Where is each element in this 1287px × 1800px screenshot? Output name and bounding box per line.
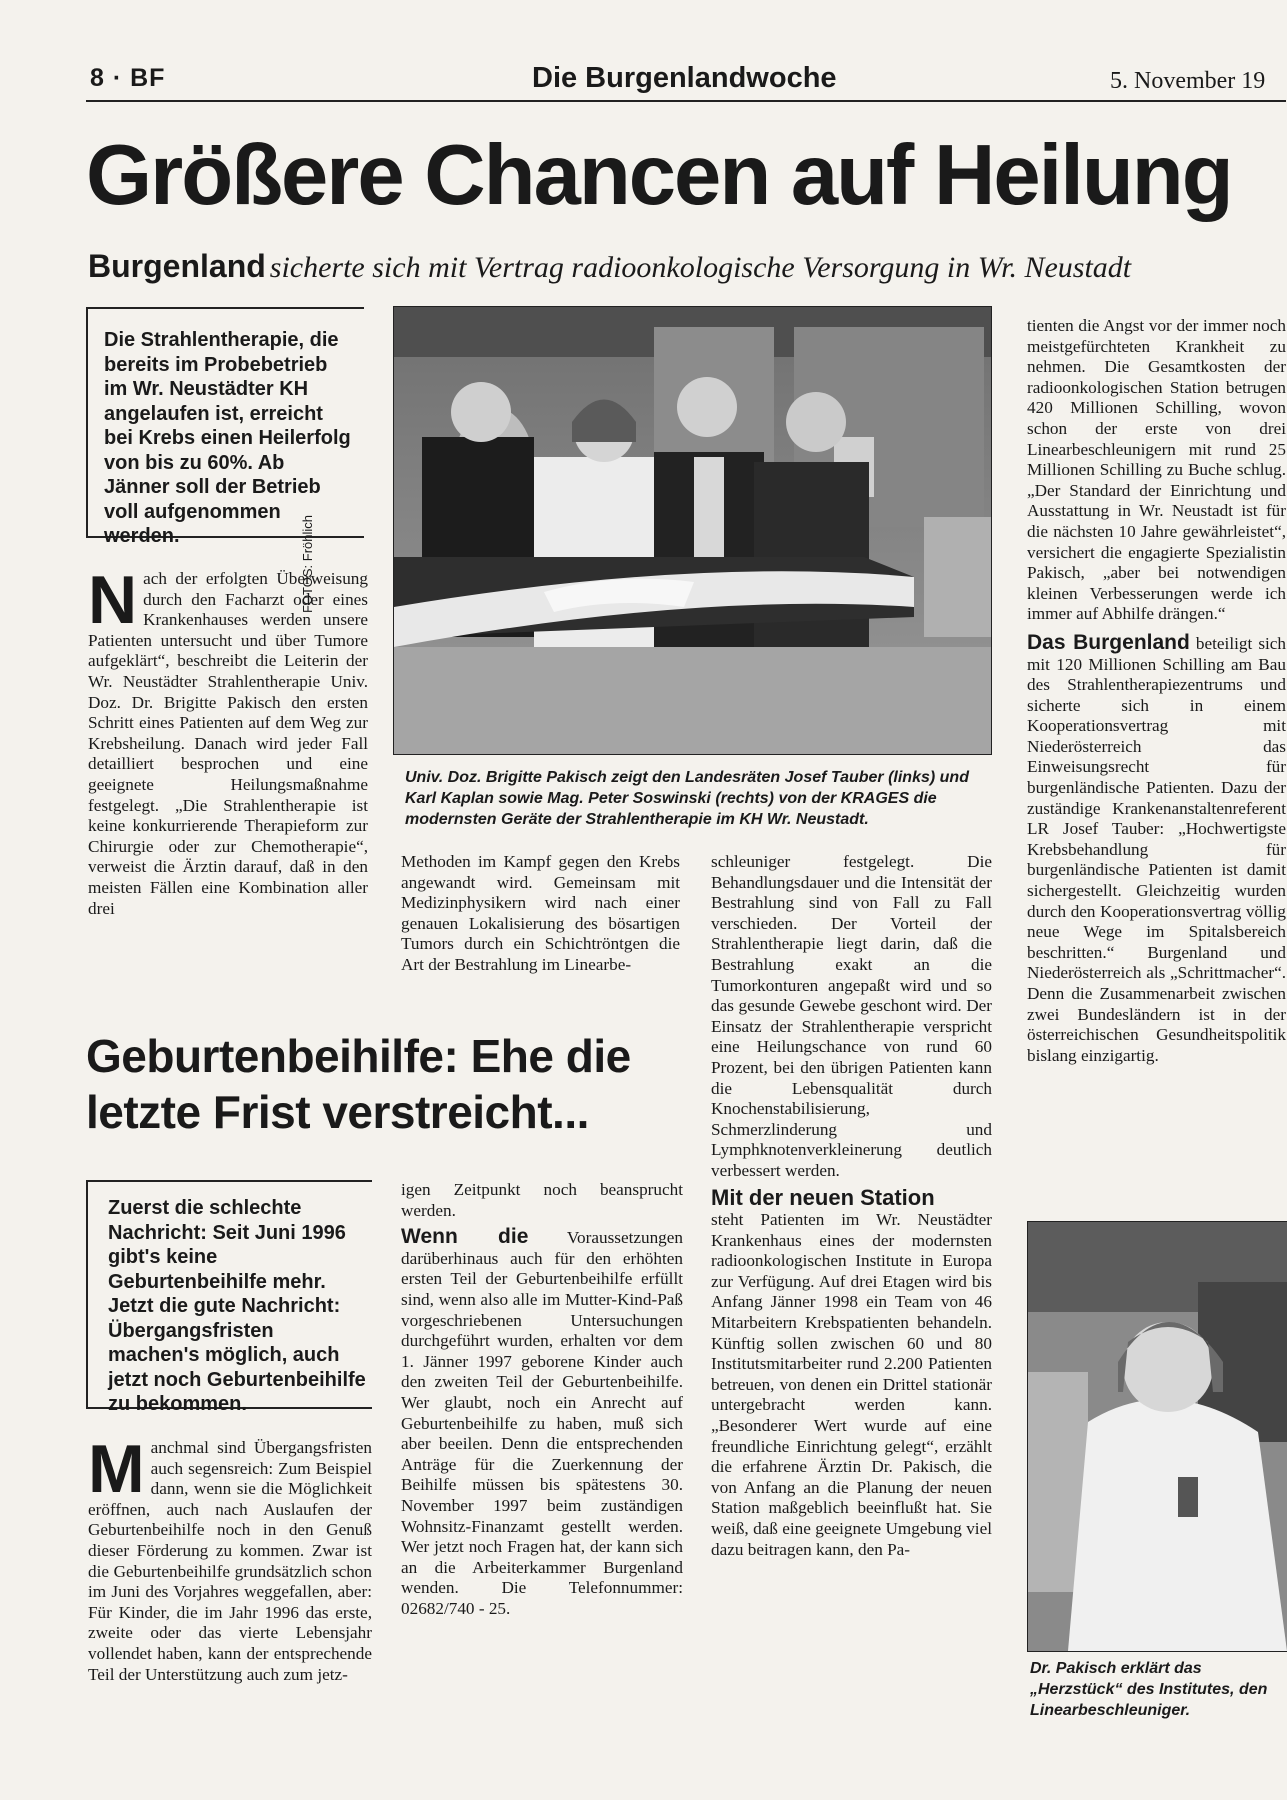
page-number: 8 · BF: [90, 64, 166, 92]
body-text: beteiligt sich mit 120 Millionen Schilling am Bau des Strahlentherapiezentrums und sicherte sich in einem Kooperationsvertrag mit Niederösterreich das Einweisungsrecht für burgenländische Patienten. Dazu der zuständige Krankenanstaltenreferent LR Josef Tauber: „Hochwertigste Krebsbehandlung für burgenländische Patienten ist damit sichergestellt. Gleichzeitig wurden durch den Kooperationsvertrag völlig neue Wege im Spitalsbereich beschritten.“ Burgenland und Niederösterreich als „Schrittmacher“. Denn die Zusammenarbeit zwischen zwei Bundesländern ist in der österreichischen Gesundheitspolitik bislang einzigartig.: [1027, 633, 1286, 1065]
photo2-caption: Dr. Pakisch erklärt das „Herzstück“ des Institutes, den Linearbeschleuniger.: [1030, 1660, 1268, 1719]
article1-column-4: [1027, 316, 1286, 1198]
body-text: ach der erfolgten Überweisung durch den Facharzt oder eines Krankenhauses werden unsere Patienten untersucht und über Tumore aufgeklärt“, beschreibt die Leiterin der Wr. Neustädter Strahlentherapie Univ. Doz. Dr. Brigitte Pakisch den ersten Schritt eines Patienten auf dem Weg zur Krebsheilung. Danach wird jeder Fall detailliert besprochen und eine geeignete Heilungsmaßnahme festgelegt. „Die Strahlentherapie ist keine konkurrierende Therapieform zur Chirurgie oder zur Chemotherapie“, verweist die Ärztin darauf, daß in den meisten Fällen eine Kombination aller drei: [88, 569, 368, 918]
body-text: steht Patienten im Wr. Neustädter Krankenhaus eines der modernsten radioonkologischen Institute in Europa zur Verfügung. Auf drei Etagen wird bis Anfang Jänner 1998 ein Team von 46 Mitarbeitern Krebspatienten behandeln. Künftig sollen zwischen 60 und 80 Institutsmitarbeiter rund 2.200 Patienten betreuen, von denen ein Drittel stationär untergebracht werden kann. „Besonderer Wert wurde auf eine freundliche Einrichtung gelegt“, erzählt die erfahrene Ärztin Dr. Pakisch, die von Anfang an die Planung der neuen Station maßgeblich beeinflußt hat. Sie weiß, daß eine geeignete Umgebung viel dazu beitragen kann, den Pa-: [711, 1210, 992, 1559]
subhead-neue-station: Mit der neuen Station: [711, 1184, 935, 1210]
main-photo: [393, 306, 992, 755]
body-paragraph: [401, 1227, 683, 1619]
header-rule: [86, 100, 1286, 102]
dropcap: M: [88, 1438, 145, 1507]
article1-column-1: [88, 569, 368, 1012]
body-text: schleuniger festgelegt. Die Behandlungsdauer und die Intensität der Bestrahlung sind von Fall zu Fall verschieden. Der Vorteil der Strahlentherapie liegt darin, daß die Bestrahlung exakt an die Tumorkonturen angepaßt wird und so das gesunde Gewebe geschont wird. Der Einsatz der Strahlentherapie verspricht eine Heilungschance von rund 60 Prozent, bei den übrigen Patienten kann die Lebensqualität durch Knochenstabilisierung, Schmerzlinderung und Lymphknotenverkleinerung deutlich verbessert werden.: [711, 852, 992, 1180]
body-paragraph: [1027, 630, 1286, 1066]
body-text: Voraussetzungen darüberhinaus auch für den erhöhten ersten Teil der Geburtenbeihilfe erfüllt sind, wenn also alle im Mutter-Kind-Paß vorgeschriebenen Untersuchungen durchgeführt wurden, erhalten vor dem 1. Jänner 1997 geborene Kinder auch den zweiten Teil der Geburtenbeihilfe. Wer glaubt, noch ein Anrecht auf Geburtenbeihilfe zu haben, muß sich aber beeilen. Denn die entsprechenden Anträge für die Zuerkennung der Beihilfe müssen bis spätestens 30. November 1997 beim zuständigen Wohnsitz-Finanzamt gestellt werden. Wer jetzt noch Fragen hat, der kann sich an die Arbeiterkammer Burgenland wenden. Die Telefonnummer: 02682/740 - 25.: [401, 1228, 683, 1618]
dropcap: N: [88, 569, 138, 638]
issue-date: 5. November 19: [1110, 68, 1266, 94]
body-text: tienten die Angst vor der immer noch meistgefürchteten Krankheit zu nehmen. Die Gesamtkosten der radioonkologischen Station betrugen 420 Millionen Schilling, wovon schon der erste von drei Linearbeschleunigern mit rund 25 Millionen Schilling zu Buche schlug. „Der Standard der Einrichtung und Ausstattung in Wr. Neustadt ist für die nächsten 10 Jahre gewährleistet“, versichert die engagierte Spezialistin Pakisch, „aber bei notwendigen kleinen Verbesserungen werde ich immer auf Abhilfe drängen.“: [1027, 316, 1286, 624]
article2-column-2: [401, 1180, 683, 1720]
staff-at-linac-illustration: [394, 307, 991, 754]
article2-column-1: [88, 1438, 372, 1792]
article1-column-2: [401, 852, 680, 1017]
article2-headline: Geburtenbeihilfe: Ehe die letzte Frist verstreicht...: [86, 1030, 631, 1138]
lead-text: Die Strahlentherapie, die bereits im Probebetrieb im Wr. Neustädter KH angelaufen ist, erreicht bei Krebs einen Heilerfolg von bis zu 60%. Ab Jänner soll der Betrieb voll aufgenommen werden.: [104, 329, 351, 547]
kicker: Burgenland: [88, 248, 266, 284]
body-text: igen Zeitpunkt noch beansprucht werden.: [401, 1180, 683, 1220]
body-text: anchmal sind Übergangsfristen auch segensreich: Zum Beispiel dann, wenn sie die Möglichkeit eröffnen, auch nach Auslaufen der Geburtenbeihilfe noch in den Genuß dieser Förderung zu kommen. Zwar ist die Geburtenbeihilfe grundsätzlich schon im Juni des Vorjahres weggefallen, aber: Für Kinder, die im Jahr 1996 das erste, zweite oder das vierte Lebensjahr vollendet haben, kann der entsprechende Teil der Unterstützung auch zum jetz-: [88, 1438, 372, 1684]
runin-wenn-die: Wenn die: [401, 1225, 529, 1249]
article2-lead-text: Zuerst die schlechte Nachricht: Seit Juni 1996 gibt's keine Geburtenbeihilfe mehr. Jetzt die gute Nachricht: Übergangsfristen machen's möglich, auch jetzt noch Geburtenbeihilfe zu bekommen.: [108, 1197, 366, 1415]
runin-burgenland: Das Burgenland: [1027, 630, 1190, 654]
body-text: Methoden im Kampf gegen den Krebs angewandt wird. Gemeinsam mit Medizinphysikern wird nach einer genauen Lokalisierung des bösartigen Tumors durch ein Schichtröntgen die Art der Bestrahlung im Linearbe-: [401, 852, 680, 974]
photo-caption: Univ. Doz. Brigitte Pakisch zeigt den Landesräten Josef Tauber (links) und Karl Kaplan sowie Mag. Peter Soswinski (rechts) von der KRAGES die modernsten Geräte der Strahlentherapie im KH Wr. Neustadt.: [405, 769, 969, 828]
headline: Größere Chancen auf Heilung: [86, 128, 1232, 223]
subheadline-text: sicherte sich mit Vertrag radioonkologische Versorgung in Wr. Neustadt: [269, 251, 1132, 284]
subheadline: [88, 248, 1286, 285]
secondary-photo: [1027, 1221, 1287, 1652]
masthead: Die Burgenlandwoche: [532, 62, 837, 94]
article1-column-3: [711, 852, 992, 1792]
doctor-illustration: [1028, 1222, 1287, 1651]
photo-credit: FOTOS: Fröhlich: [300, 514, 315, 613]
